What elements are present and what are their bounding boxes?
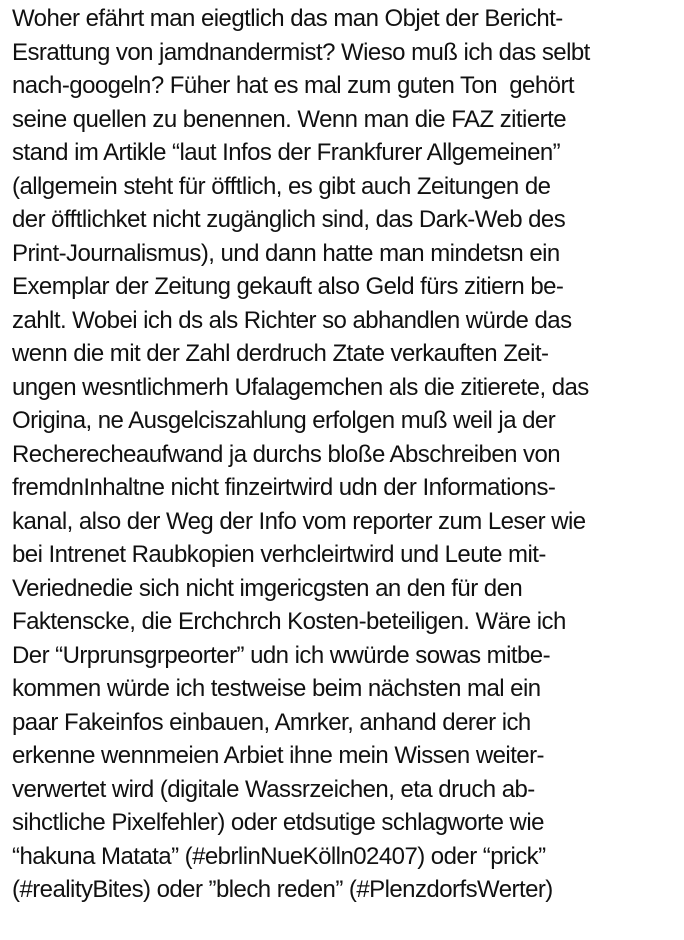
text-line: verwertet wird (digitale Wassrzeichen, eta druch ab- bbox=[12, 775, 535, 803]
text-line: zahlt. Wobei ich ds als Richter so abhandlen würde das bbox=[12, 306, 572, 334]
text-line: (allgemein steht für öfftlich, es gibt auch Zeitungen de bbox=[12, 172, 551, 200]
text-line: Esrattung von jamdnandermist? Wieso muß ich das selbt bbox=[12, 38, 590, 66]
text-line: Origina, ne Ausgelciszahlung erfolgen muß weil ja der bbox=[12, 407, 556, 434]
text-line: (#realityBites) oder ”blech reden” (#PlenzdorfsWerter) bbox=[12, 876, 553, 903]
text-line: kommen würde ich testweise beim nächsten mal ein bbox=[12, 675, 541, 702]
text-line: Faktenscke, die Erchchrch Kosten-beteiligen. Wäre ich bbox=[12, 608, 566, 635]
text-line: nach-googeln? Füher hat es mal zum guten Ton gehört bbox=[12, 72, 575, 99]
text-line: Der “Urprunsgrpeorter” udn ich wwürde sowas mitbe- bbox=[12, 641, 551, 669]
text-line: ungen wesntlichmerh Ufalagemchen als die zitierete, das bbox=[12, 373, 589, 401]
text-line: Recherecheaufwand ja durchs bloße Abschreiben von bbox=[12, 440, 561, 468]
text-line: seine quellen zu benennen. Wenn man die FAZ zitierte bbox=[12, 105, 566, 133]
text-line: sihctliche Pixelfehler) oder etdsutige schlagworte wie bbox=[12, 809, 544, 836]
text-line: stand im Artikle “laut Infos der Frankfurer Allgemeinen” bbox=[12, 139, 561, 166]
text-line: Woher efährt man eiegtlich das man Objet der Bericht- bbox=[12, 5, 563, 32]
text-line: Exemplar der Zeitung gekauft also Geld fürs zitiern be- bbox=[12, 273, 564, 300]
text-line: Print-Journalismus), und dann hatte man mindetsn ein bbox=[12, 239, 560, 267]
text-line: Veriednedie sich nicht imgericgsten an den für den bbox=[12, 574, 523, 602]
body-text bbox=[12, 2, 680, 907]
text-line: bei Intrenet Raubkopien verhcleirtwird und Leute mit- bbox=[12, 541, 546, 568]
text-line: wenn die mit der Zahl derdruch Ztate verkauften Zeit- bbox=[12, 340, 549, 367]
text-line: paar Fakeinfos einbauen, Amrker, anhand derer ich bbox=[12, 708, 531, 736]
text-line: “hakuna Matata” (#ebrlinNueKölln02407) oder “prick” bbox=[12, 842, 546, 870]
text-line: der öfftlichket nicht zugänglich sind, das Dark-Web des bbox=[12, 206, 566, 233]
text-line: fremdnInhaltne nicht finzeirtwird udn der Informations- bbox=[12, 474, 556, 501]
text-line: erkenne wennmeien Arbiet ihne mein Wissen weiter- bbox=[12, 742, 544, 769]
text-line: kanal, also der Weg der Info vom reporter zum Leser wie bbox=[12, 507, 586, 535]
